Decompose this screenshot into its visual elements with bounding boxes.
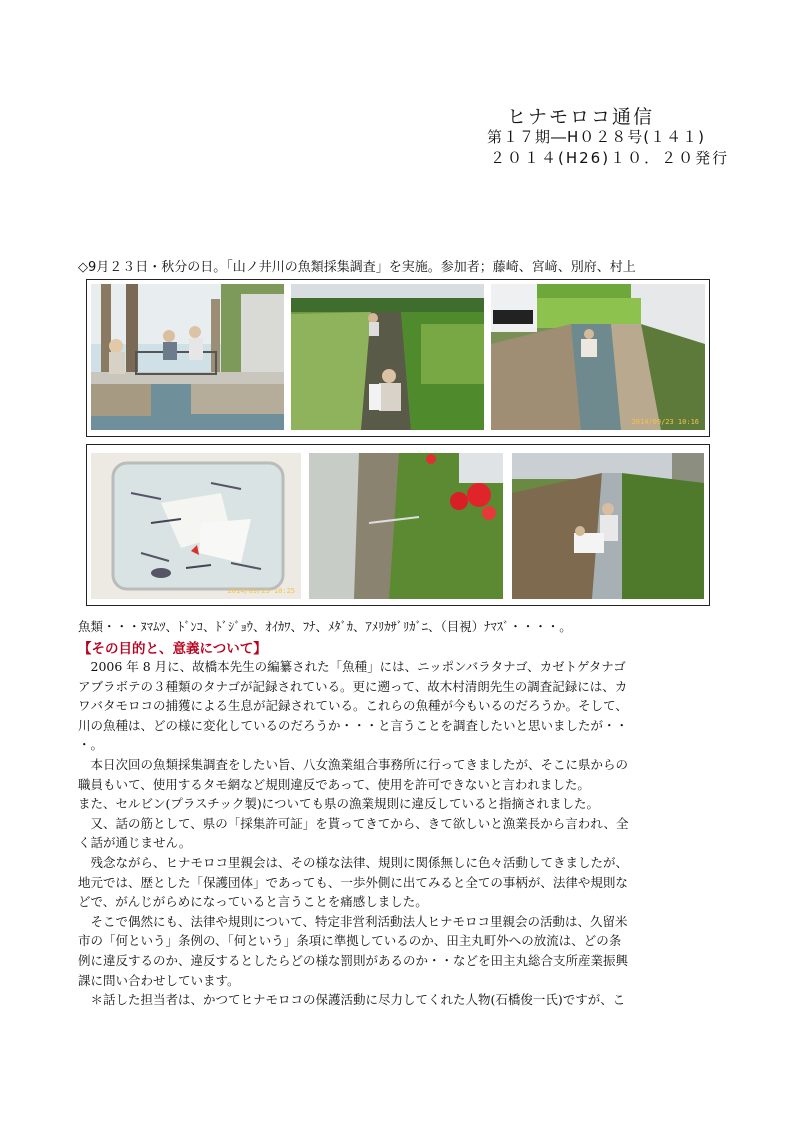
photo-bridge-canal: [91, 284, 284, 430]
body-line: どで、がんじがらめになっていると言うことを痛感しました。: [78, 894, 428, 910]
issue-number: 第１７期―H０２８号(１４１): [487, 128, 705, 146]
article-body: [78, 657, 720, 1010]
body-line: く話が通じません。: [78, 835, 192, 851]
photo-red-spider-lily: [309, 453, 503, 599]
photo-timestamp: 2014/09/23 10:16: [631, 418, 699, 426]
body-line: ・。: [78, 737, 104, 753]
survey-intro: ◇9月２３日・秋分の日。「山ノ井川の魚類採集調査」を実施。参加者；藤崎、宮﨑、別府、村上: [78, 260, 636, 275]
body-line: 又、話の筋として、県の「採集許可証」を貰ってきてから、きて欲しいと漁業長から言われ、全: [78, 815, 629, 831]
body-line: ワバタモロコの捕獲による生息が記録されている。これらの魚種が今もいるのだろうか。そして、: [78, 698, 628, 714]
photo-greenhouse-channel: [512, 453, 704, 599]
body-line: 川の魚種は、どの様に変化しているのだろうか・・・と言うことを調査したいと思いましたが・・: [78, 717, 629, 733]
publish-date: ２０１４(H26)１０．２０発行: [490, 149, 730, 167]
newsletter-title: ヒナモロコ通信: [507, 106, 655, 128]
photo-frame-bottom: [86, 444, 710, 606]
body-line: 職員もいて、使用するタモ網など規則違反であって、使用を許可できないと言われました。: [78, 776, 590, 792]
photo-stone-ditch: [491, 284, 705, 430]
body-line: そこで偶然にも、法律や規則について、特定非営利活動法人ヒナモロコ里親会の活動は、久留米: [78, 913, 628, 929]
body-line: 課に問い合わせしています。: [78, 972, 240, 988]
body-line: 2006 年 8 月に、故橋本先生の編纂された「魚種」には、ニッポンバラタナゴ、カゼトゲタナゴ: [78, 659, 626, 674]
photo-frame-top: [86, 279, 710, 437]
body-line: 地元では、歴とした「保護団体」であっても、一歩外側に出てみると全ての事柄が、法律や規則な: [78, 874, 628, 890]
body-line: アブラボテの３種類のタナゴが記録されている。更に遡って、故木村清朗先生の調査記録には、カ: [78, 678, 628, 694]
photo-fish-tray: [91, 453, 301, 599]
section-heading: 【その目的と、意義について】: [78, 641, 267, 657]
body-line: また、セルビン(プラスチック製)についても県の漁業規則に違反していると指摘されました。: [78, 796, 600, 812]
body-line: 市の「何という」条例の、「何という」条項に準拠しているのか、田主丸町外への放流は、どの条: [78, 933, 622, 949]
body-line: 残念ながら、ヒナモロコ里親会は、その様な法律、規則に関係無しに色々活動してきましたが、: [78, 854, 629, 870]
photo-timestamp: 2014/09/23 10:25: [227, 587, 295, 595]
body-line: 例に違反するのか、違反するとしたらどの様な罰則があるのか・・などを田主丸総合支所産業振興: [78, 952, 629, 968]
body-line: ＊話した担当者は、かつてヒナモロコの保護活動に尽力してくれた人物(石橋俊一氏)ですが、こ: [78, 992, 626, 1008]
photo-paddy-channel: [291, 284, 484, 430]
body-line: 本日次回の魚類採集調査をしたい旨、八女漁業組合事務所に行ってきましたが、そこに県からの: [78, 756, 629, 772]
fish-species-list: 魚類・・・ﾇﾏﾑﾂ、ﾄﾞﾝｺ、ﾄﾞｼﾞｮｳ、ｵｲｶﾜ、ﾌﾅ、ﾒﾀﾞｶ、ｱﾒﾘｶｻﾞﾘｶﾞﾆ、（目視）ﾅﾏｽﾞ・・・・。: [78, 619, 572, 634]
